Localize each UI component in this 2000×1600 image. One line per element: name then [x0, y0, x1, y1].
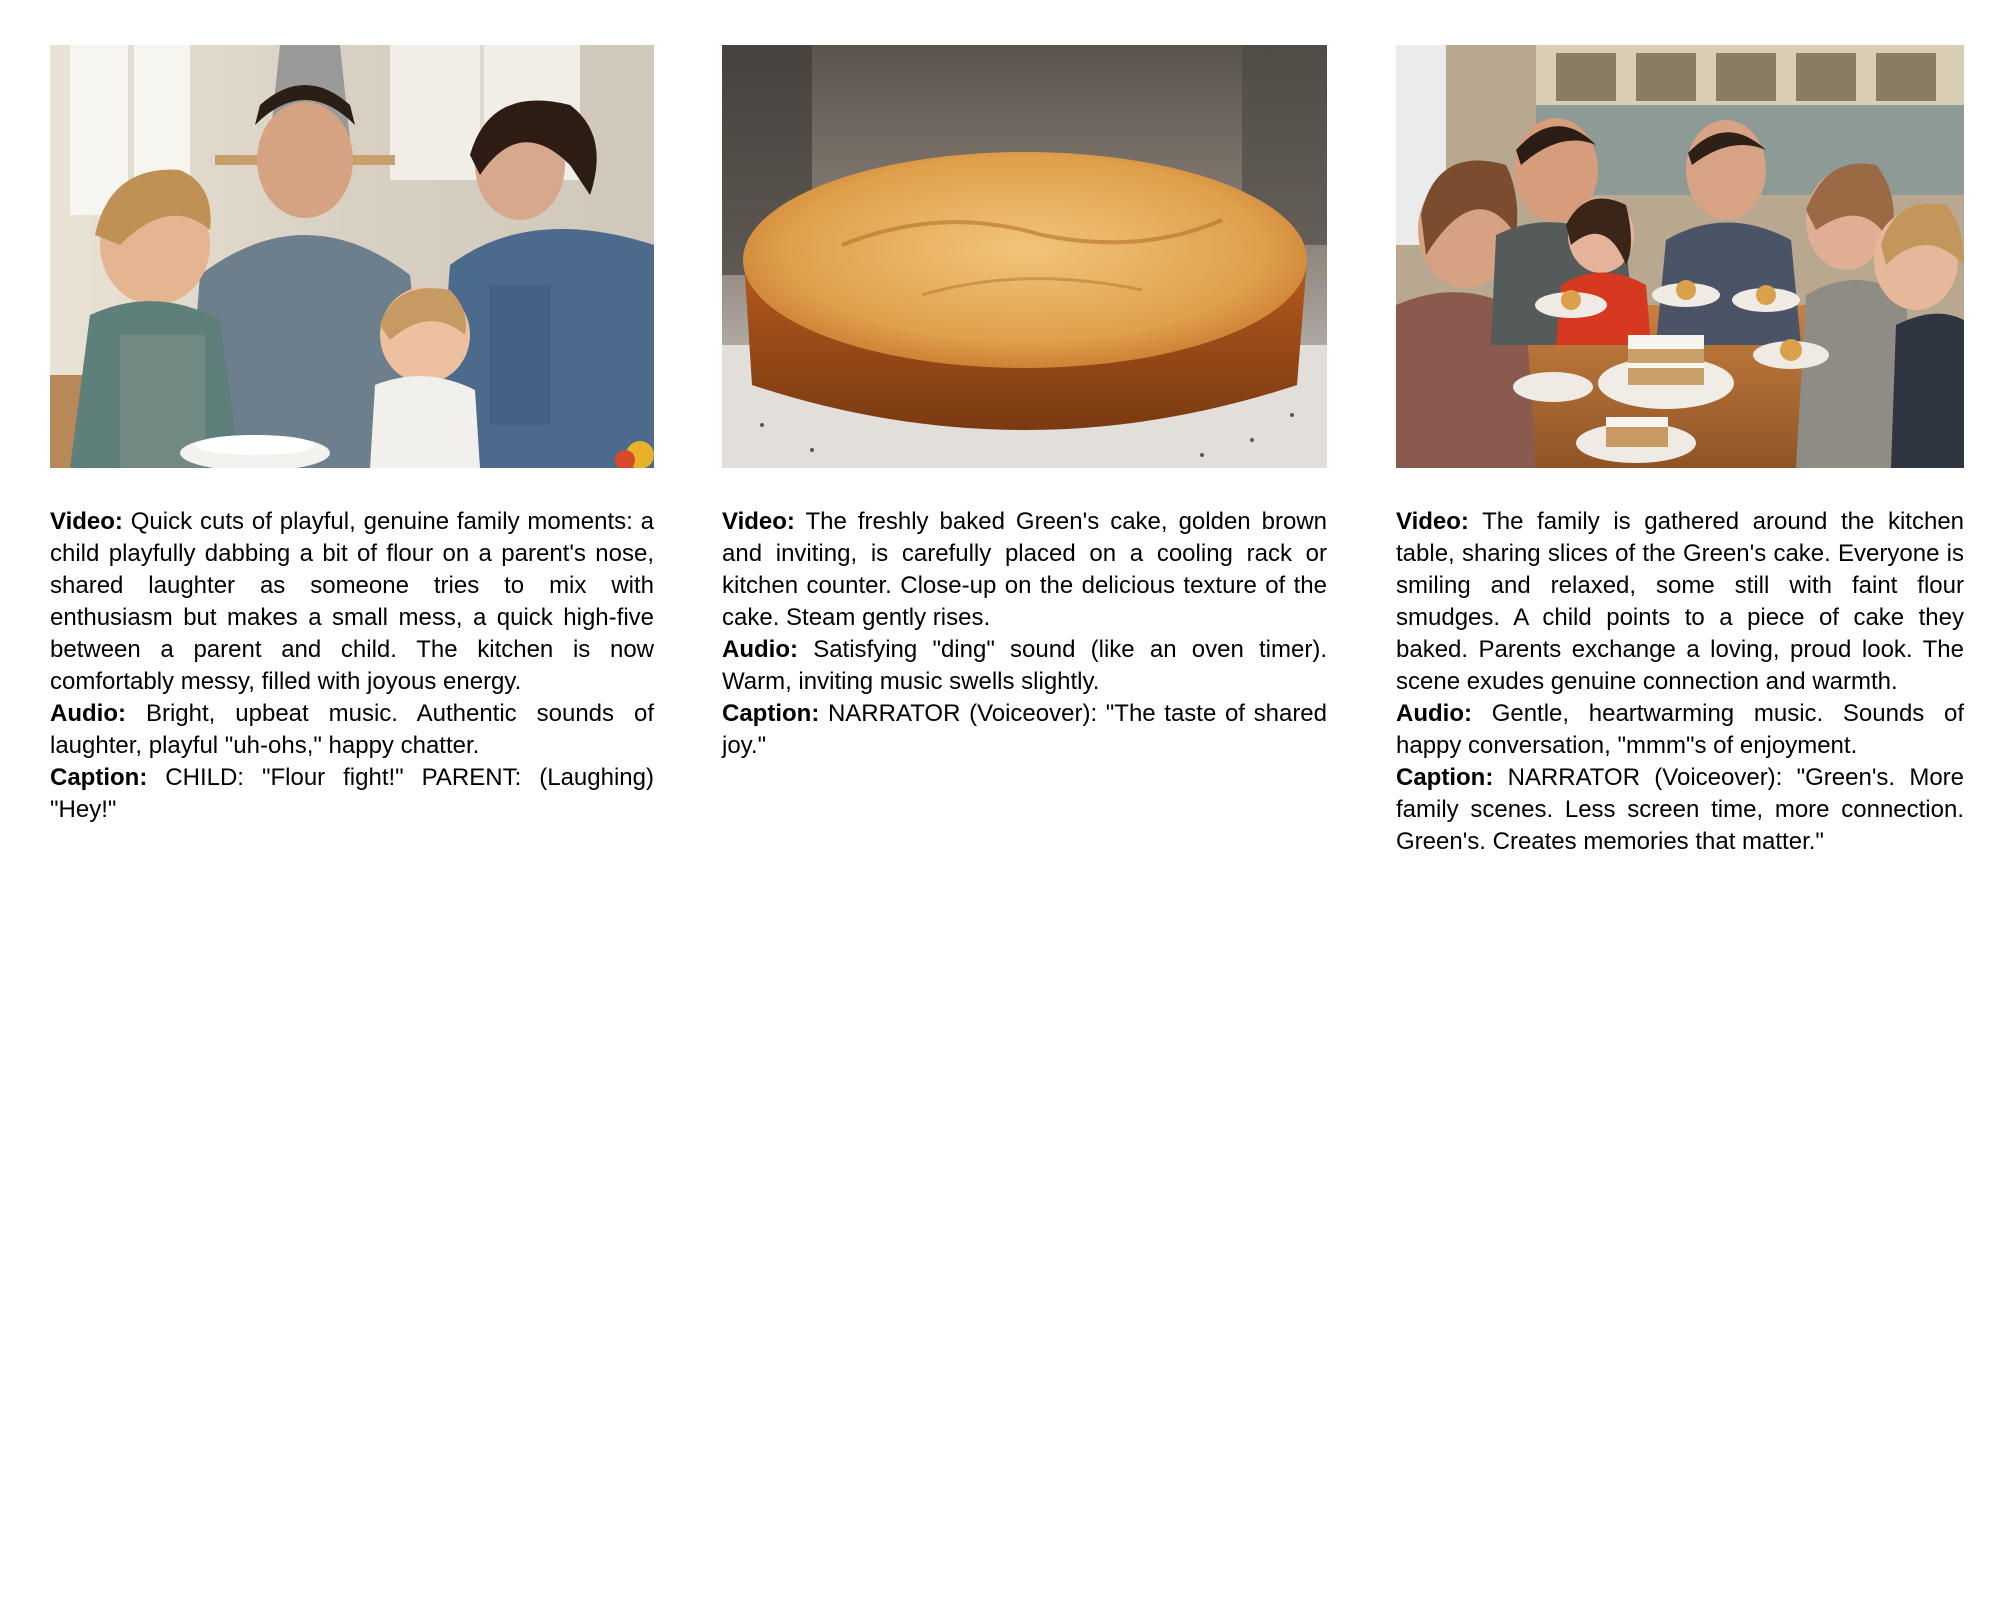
caption-label: Caption:: [50, 764, 148, 791]
panel-description: [1396, 506, 1964, 858]
audio-line: [50, 698, 654, 762]
audio-text: Satisfying "ding" sound (like an oven timer). Warm, inviting music swells slightly.: [722, 636, 1327, 695]
video-line: [722, 506, 1327, 634]
storyboard-panel-1: [50, 45, 654, 826]
panel-description: [722, 506, 1327, 762]
panel-description: [50, 506, 654, 826]
audio-line: [1396, 698, 1964, 762]
video-label: Video:: [50, 508, 123, 535]
baked-cake-image: [722, 45, 1327, 468]
audio-text: Gentle, heartwarming music. Sounds of happy conversation, "mmm"s of enjoyment.: [1396, 700, 1964, 759]
storyboard-panel-3: [1396, 45, 1964, 858]
audio-line: [722, 634, 1327, 698]
caption-text: NARRATOR (Voiceover): "Green's. More family scenes. Less screen time, more connection. Green's. Creates memories that matter.": [1396, 764, 1964, 855]
video-text: The family is gathered around the kitchen table, sharing slices of the Green's cake. Everyone is smiling and relaxed, some still with faint flour smudges. A child points to a piece of cake they baked. Parents exchange a loving, proud look. The scene exudes genuine connection and warmth.: [1396, 508, 1965, 695]
audio-label: Audio:: [50, 700, 126, 727]
caption-line: [1396, 762, 1964, 858]
family-table-image: [1396, 45, 1964, 468]
audio-label: Audio:: [722, 636, 798, 663]
video-line: [1396, 506, 1964, 698]
family-baking-image: [50, 45, 654, 468]
caption-text: NARRATOR (Voiceover): "The taste of shared joy.": [722, 700, 1328, 759]
caption-label: Caption:: [722, 700, 820, 727]
video-line: [50, 506, 654, 698]
video-text: The freshly baked Green's cake, golden brown and inviting, is carefully placed on a cooling rack or kitchen counter. Close-up on the delicious texture of the cake. Steam gently rises.: [722, 508, 1328, 631]
video-label: Video:: [1396, 508, 1469, 535]
caption-line: [50, 762, 654, 826]
video-label: Video:: [722, 508, 795, 535]
caption-line: [722, 698, 1327, 762]
storyboard-panel-2: [722, 45, 1327, 762]
audio-text: Bright, upbeat music. Authentic sounds of laughter, playful "uh-ohs," happy chatter.: [50, 700, 654, 759]
caption-text: CHILD: "Flour fight!" PARENT: (Laughing) "Hey!": [50, 764, 654, 823]
caption-label: Caption:: [1396, 764, 1494, 791]
video-text: Quick cuts of playful, genuine family moments: a child playfully dabbing a bit of flour on a parent's nose, shared laughter as someone tries to mix with enthusiasm but makes a small mess, a quick high-five between a parent and child. The kitchen is now comfortably messy, filled with joyous energy.: [50, 508, 654, 695]
audio-label: Audio:: [1396, 700, 1472, 727]
